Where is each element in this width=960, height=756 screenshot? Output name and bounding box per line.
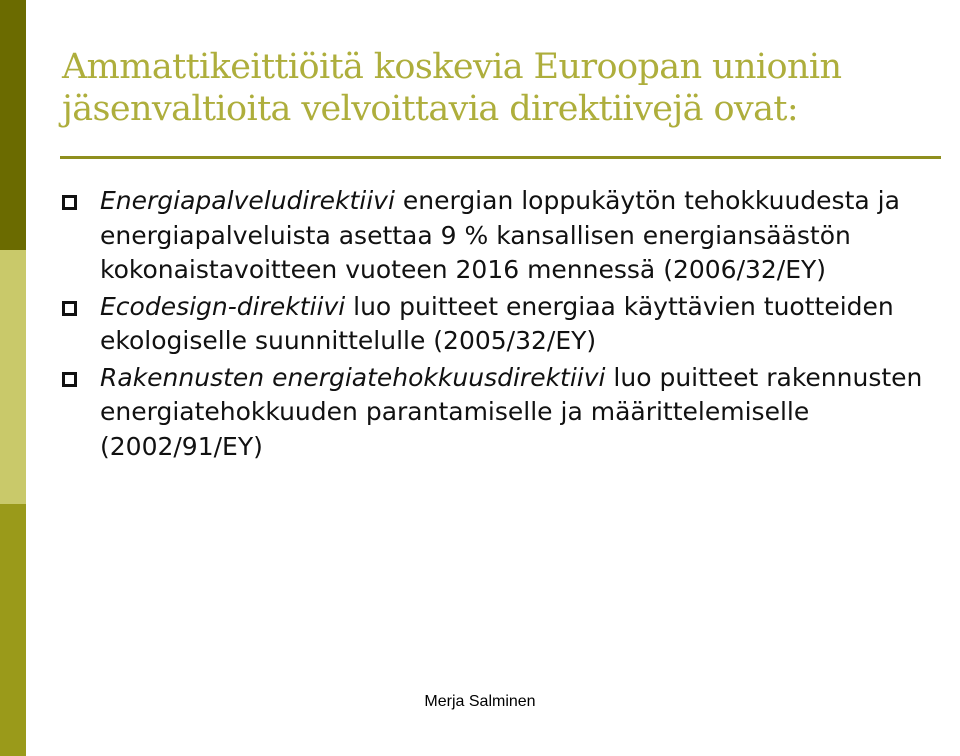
- footer-author: Merja Salminen: [424, 693, 536, 710]
- bullet-term: Rakennusten energiatehokkuusdirektiivi: [100, 362, 606, 392]
- square-bullet-icon: [62, 301, 77, 316]
- slide-title: Ammattikeittiöitä koskevia Euroopan unionin jäsenvaltioita velvoittavia direktiivejä ovat:: [62, 47, 842, 129]
- bullet-item: [62, 184, 952, 288]
- bullet-term: Ecodesign-direktiivi: [100, 291, 346, 321]
- side-accent-bar-top: [0, 0, 26, 250]
- bullet-text: luo puitteet rakennusten energiatehokkuuden parantamiselle ja määrittelemiselle (2002/91/EY): [100, 362, 923, 461]
- square-bullet-icon: [62, 195, 77, 210]
- bullet-list: [62, 184, 952, 466]
- bullet-item: [62, 361, 952, 465]
- bullet-text: luo puitteet energiaa käyttävien tuotteiden ekologiselle suunnittelulle (2005/32/EY): [100, 291, 894, 355]
- bullet-item: [62, 290, 952, 359]
- side-accent-bar-middle: [0, 250, 26, 504]
- bullet-text: energian loppukäytön tehokkuudesta ja energiapalveluista asettaa 9 % kansallisen energiansäästön kokonaistavoitteen vuoteen 2016 mennessä (2006/32/EY): [100, 186, 900, 284]
- bullet-term: Energiapalveludirektiivi: [100, 186, 395, 215]
- side-accent-bar-bottom: [0, 504, 26, 756]
- square-bullet-icon: [62, 372, 77, 387]
- title-divider: [60, 156, 941, 159]
